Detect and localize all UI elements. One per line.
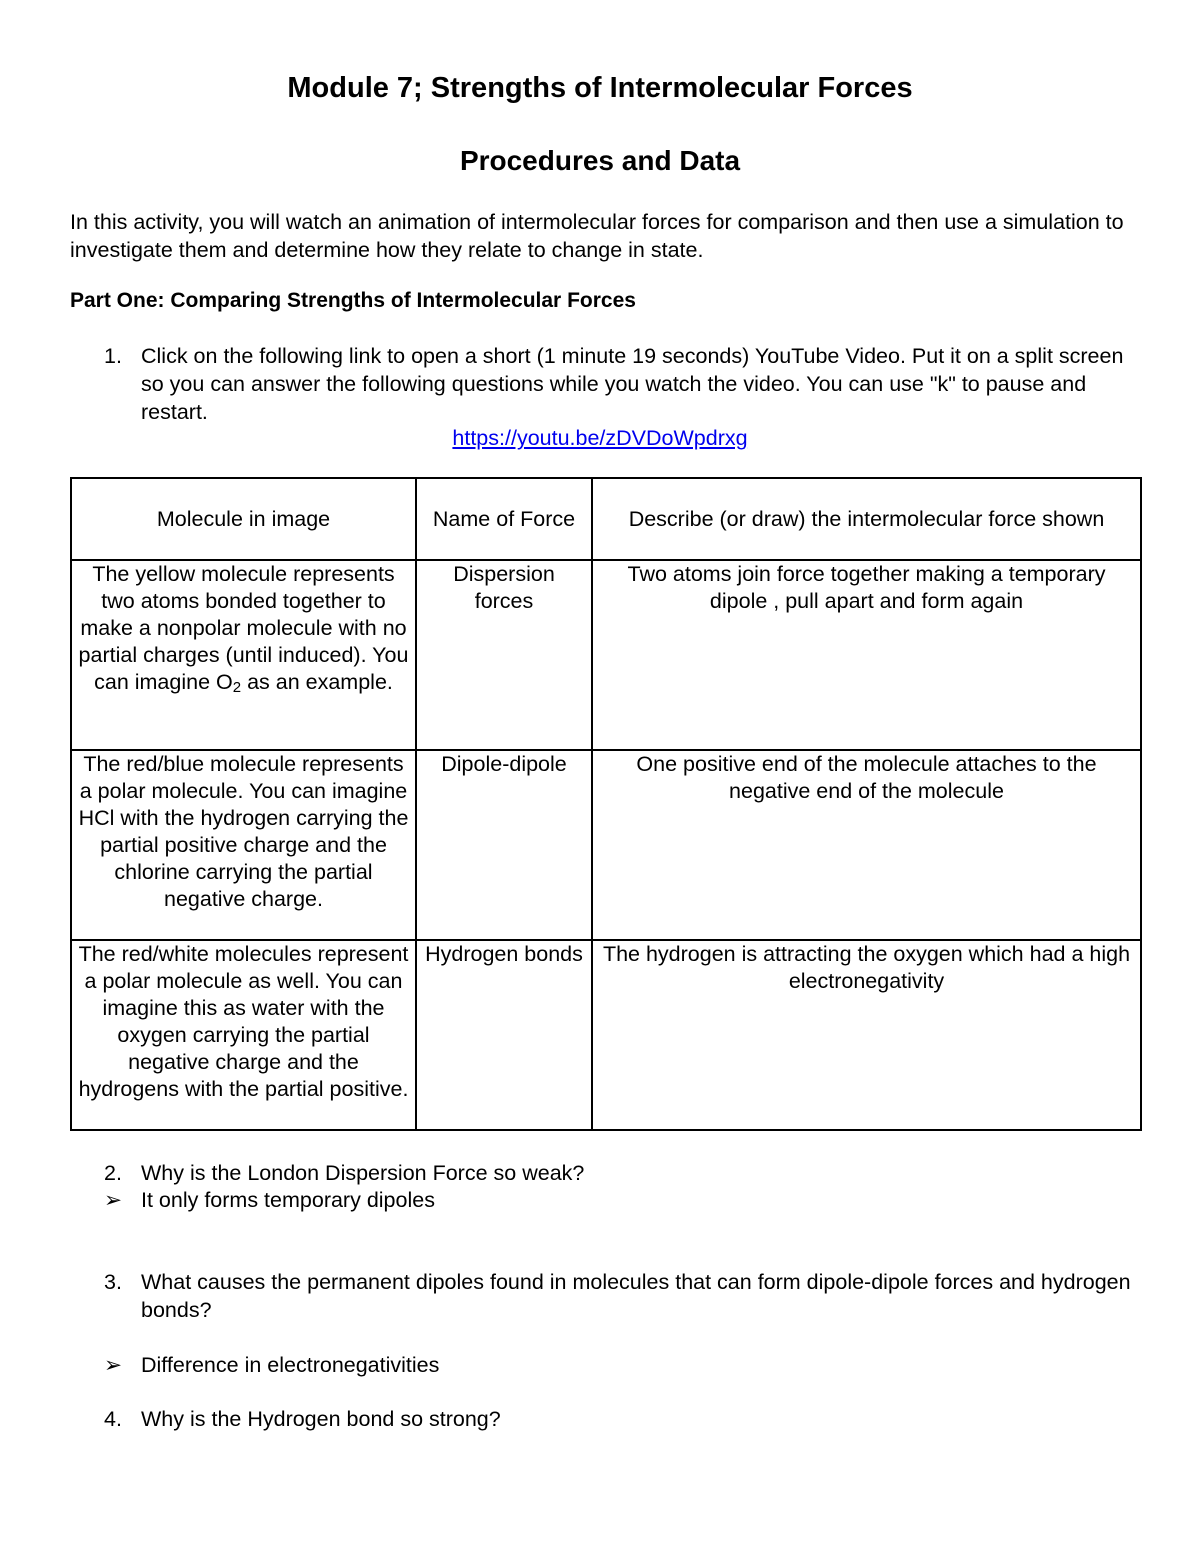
question-4	[104, 1405, 1150, 1433]
question-2	[104, 1159, 1150, 1187]
force-cell: Dispersion forces	[416, 560, 592, 750]
question-3-number: 3.	[104, 1270, 122, 1294]
question-4-number: 4.	[104, 1407, 122, 1431]
table-row	[71, 560, 1141, 750]
question-2-number: 2.	[104, 1161, 122, 1185]
answer-2-text[interactable]: It only forms temporary dipoles	[141, 1188, 435, 1212]
part-one-heading: Part One: Comparing Strengths of Intermolecular Forces	[70, 289, 636, 312]
header-force: Name of Force	[416, 478, 592, 560]
table-row	[71, 750, 1141, 940]
molecule-cell: The yellow molecule represents two atoms bonded together to make a nonpolar molecule with no partial charges (until induced). You can imagine $O_2$ as an example.	[71, 560, 416, 750]
page-subtitle: Procedures and Data	[459, 145, 741, 176]
description-cell[interactable]: Two atoms join force together making a temporary dipole , pull apart and form again	[592, 560, 1141, 750]
arrow-bullet-icon: ➢	[104, 1353, 123, 1377]
force-cell: Dipole-dipole	[416, 750, 592, 940]
answer-2	[104, 1186, 435, 1214]
question-1-text: Click on the following link to open a short (1 minute 19 seconds) YouTube Video. Put it on a split screen so you can answer the following questions while you watch the video. You can use "k" to pause and restart.	[141, 344, 1124, 424]
header-molecule: Molecule in image	[71, 478, 416, 560]
header-description: Describe (or draw) the intermolecular force shown	[592, 478, 1141, 560]
question-3	[104, 1268, 1150, 1324]
table-row	[71, 940, 1141, 1130]
molecule-cell: The red/blue molecule represents a polar molecule. You can imagine HCl with the hydrogen carrying the partial positive charge and the chlorine carrying the partial negative charge.	[71, 750, 416, 940]
description-cell[interactable]: One positive end of the molecule attaches to the negative end of the molecule	[592, 750, 1141, 940]
molecule-cell: The red/white molecules represent a polar molecule as well. You can imagine this as water with the oxygen carrying the partial negative charge and the hydrogens with the partial positive.	[71, 940, 416, 1130]
force-cell: Hydrogen bonds	[416, 940, 592, 1130]
question-4-text: Why is the Hydrogen bond so strong?	[141, 1407, 501, 1431]
video-link-line	[0, 424, 1200, 452]
arrow-bullet-icon: ➢	[104, 1188, 123, 1212]
intro-paragraph: In this activity, you will watch an animation of intermolecular forces for comparison and then use a simulation to investigate them and determine how they relate to change in state.	[70, 210, 1124, 262]
youtube-link[interactable]: https://youtu.be/zDVDoWpdrxg	[452, 426, 748, 450]
question-1	[104, 342, 1150, 426]
table-header-row	[71, 478, 1141, 560]
description-cell[interactable]: The hydrogen is attracting the oxygen which had a high electronegativity	[592, 940, 1141, 1130]
answer-3-text[interactable]: Difference in electronegativities	[141, 1353, 440, 1377]
question-3-text: What causes the permanent dipoles found in molecules that can form dipole-dipole forces and hydrogen bonds?	[141, 1270, 1131, 1322]
question-2-text: Why is the London Dispersion Force so weak?	[141, 1161, 585, 1185]
forces-table	[70, 477, 1142, 1131]
question-1-number: 1.	[104, 344, 122, 368]
page-title: Module 7; Strengths of Intermolecular Forces	[287, 72, 913, 104]
answer-3	[104, 1351, 439, 1379]
